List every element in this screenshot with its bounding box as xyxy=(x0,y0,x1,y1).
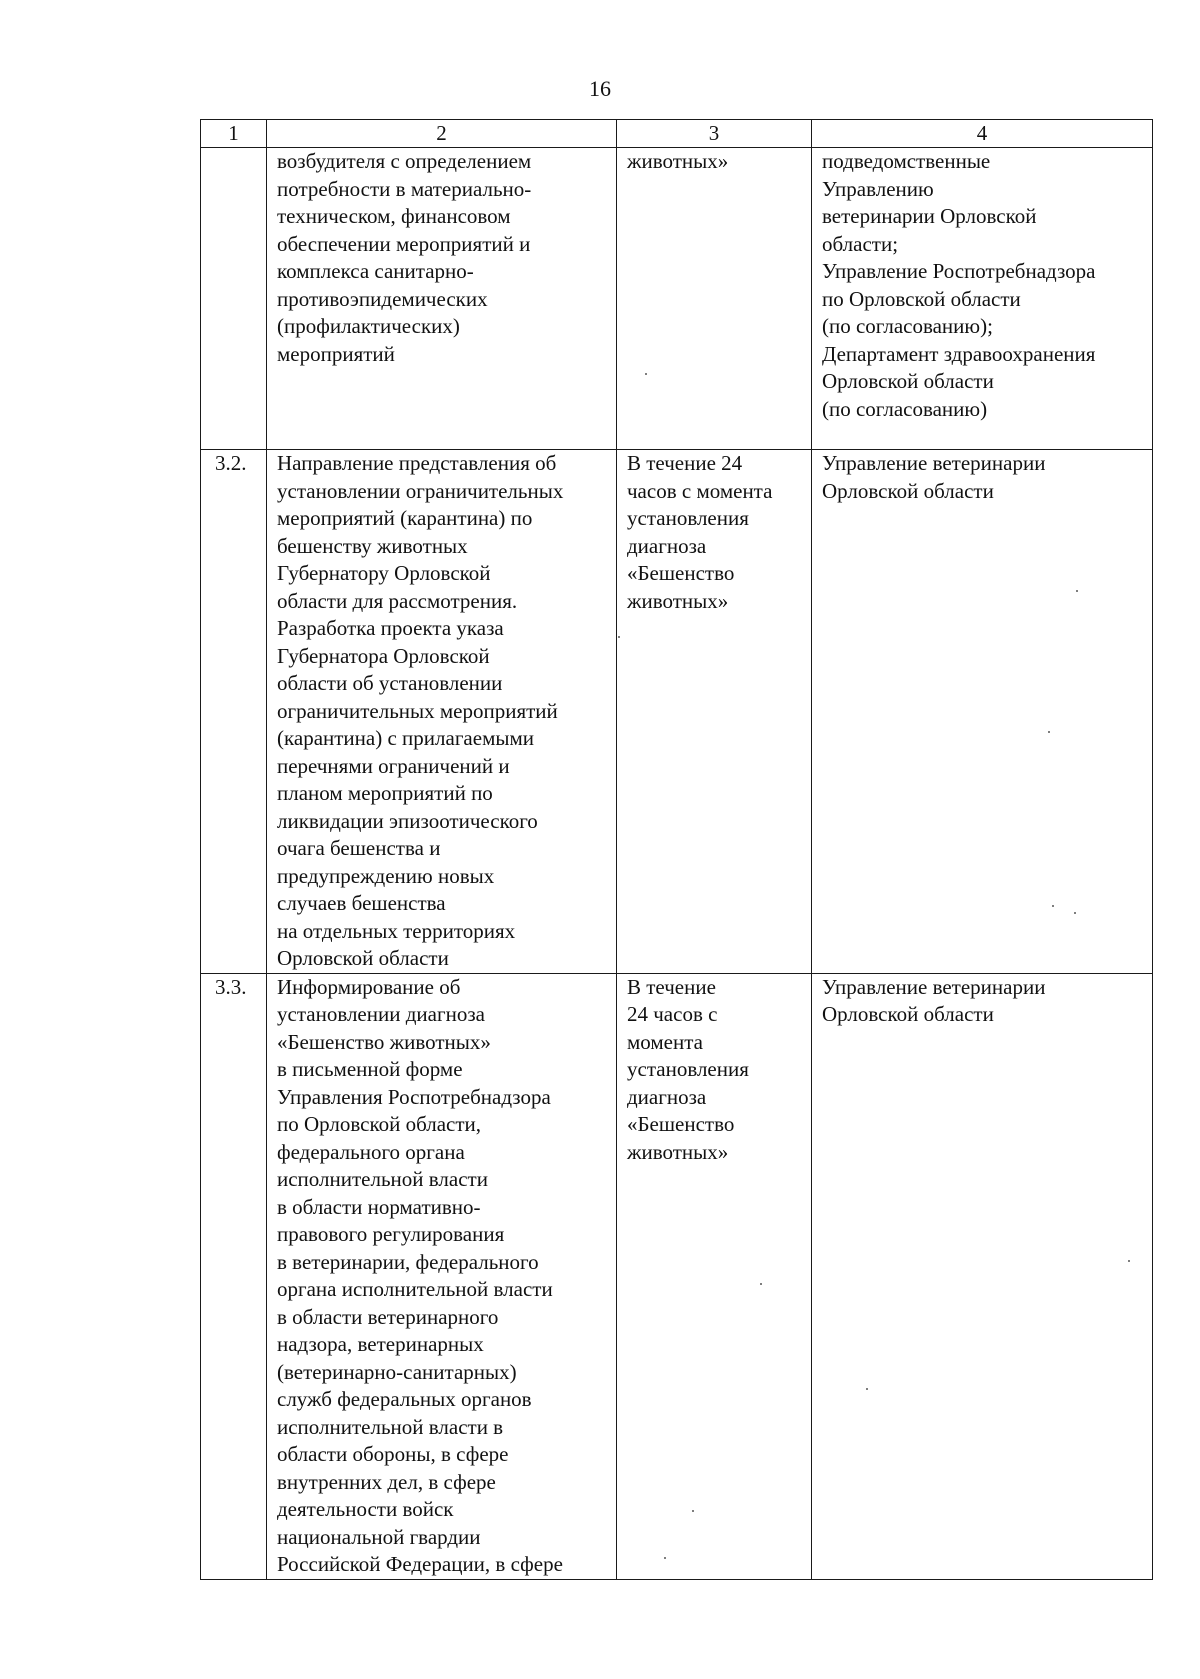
deadline-line: часов с момента xyxy=(627,478,773,503)
responsible-line: подведомственные xyxy=(822,149,991,173)
responsible-line: Управлению xyxy=(822,176,934,201)
measure-line: мероприятий (карантина) по xyxy=(277,506,533,530)
scan-speck xyxy=(1052,905,1054,907)
measure-line: в письменной форме xyxy=(277,1057,463,1081)
deadline-line: диагноза xyxy=(627,533,707,558)
measure-line: Направление представления об xyxy=(277,451,557,475)
measure-line: потребности в материально- xyxy=(277,176,532,201)
deadline-line: момента xyxy=(627,1029,703,1054)
scan-speck xyxy=(1074,912,1076,914)
measure-line: предупреждению новых xyxy=(277,863,495,888)
measure-line: области для рассмотрения. xyxy=(277,588,518,613)
scan-speck xyxy=(645,373,647,375)
deadline-line: «Бешенство xyxy=(627,561,735,585)
measure-line: очага бешенства и xyxy=(277,836,441,860)
measure-line: ликвидации эпизоотического xyxy=(277,808,538,833)
deadline-line: «Бешенство xyxy=(627,1112,735,1136)
deadline-line: животных» xyxy=(627,1139,729,1164)
row-number xyxy=(201,148,267,450)
measure-line: ограничительных мероприятий xyxy=(277,698,558,723)
column-measure-header: 2 xyxy=(267,120,617,148)
table-header-row xyxy=(201,120,1153,148)
measure-line: органа исполнительной власти xyxy=(277,1277,553,1301)
measure-line: исполнительной власти xyxy=(277,1167,488,1191)
measure-line: обеспечении мероприятий и xyxy=(277,231,531,256)
deadline-line: 24 часов с xyxy=(627,1002,718,1026)
measure-line: Информирование об xyxy=(277,974,461,999)
measure-line: деятельности войск xyxy=(277,1497,454,1521)
deadline-line: диагноза xyxy=(627,1084,707,1109)
responsible-cell xyxy=(812,973,1153,1579)
measure-line: исполнительной власти в xyxy=(277,1414,504,1439)
deadline-line: установления xyxy=(627,1057,749,1081)
row-number: 3.3. xyxy=(201,973,267,1579)
measure-cell xyxy=(267,450,617,974)
responsible-line: Управление ветеринарии xyxy=(822,974,1046,999)
scan-speck xyxy=(760,1283,762,1285)
measure-line: Губернатора Орловской xyxy=(277,643,490,668)
scan-speck xyxy=(664,1557,666,1559)
column-number-header: 1 xyxy=(201,120,267,148)
deadline-line: установления xyxy=(627,506,749,530)
scan-speck xyxy=(1128,1260,1130,1262)
scan-speck xyxy=(618,636,620,638)
measure-line: внутренних дел, в сфере xyxy=(277,1469,496,1494)
measure-line: национальной гвардии xyxy=(277,1524,481,1549)
measure-line: противоэпидемических xyxy=(277,286,488,311)
measure-line: техническом, финансовом xyxy=(277,204,511,228)
table-row xyxy=(201,148,1153,450)
measure-line: в области нормативно- xyxy=(277,1194,481,1219)
measures-table xyxy=(200,119,1153,1580)
responsible-line: (по согласованию); xyxy=(822,314,993,338)
measure-line: случаев бешенства xyxy=(277,891,446,915)
measure-line: (карантина) с прилагаемыми xyxy=(277,726,535,750)
measure-line: (ветеринарно-санитарных) xyxy=(277,1359,517,1384)
measure-line: в ветеринарии, федерального xyxy=(277,1249,539,1274)
measure-cell xyxy=(267,973,617,1579)
deadline-cell xyxy=(617,973,812,1579)
measure-line: «Бешенство животных» xyxy=(277,1029,491,1054)
deadline-line: животных» xyxy=(627,588,729,613)
measure-line: служб федеральных органов xyxy=(277,1387,532,1411)
measure-line: возбудителя с определением xyxy=(277,149,532,173)
responsible-line: по Орловской области xyxy=(822,286,1021,311)
measure-line: планом мероприятий по xyxy=(277,781,493,805)
deadline-line: животных» xyxy=(627,149,729,173)
measure-line: Губернатору Орловской xyxy=(277,561,491,585)
column-responsible-header: 4 xyxy=(812,120,1153,148)
responsible-cell xyxy=(812,450,1153,974)
responsible-line: Управление Роспотребнадзора xyxy=(822,259,1096,283)
measure-line: надзора, ветеринарных xyxy=(277,1332,484,1356)
scan-speck xyxy=(866,1388,868,1390)
measure-line: бешенству животных xyxy=(277,533,468,558)
measure-line: в области ветеринарного xyxy=(277,1304,499,1329)
measure-line: Орловской области xyxy=(277,946,449,970)
measure-line: установлении диагноза xyxy=(277,1002,485,1026)
responsible-line: области; xyxy=(822,231,899,256)
scan-speck xyxy=(1076,590,1078,592)
row-number: 3.2. xyxy=(201,450,267,974)
scan-speck xyxy=(1048,731,1050,733)
column-deadline-header: 3 xyxy=(617,120,812,148)
measure-line: Управления Роспотребнадзора xyxy=(277,1084,551,1109)
responsible-line: Департамент здравоохранения xyxy=(822,341,1096,366)
deadline-line: В течение xyxy=(627,974,716,999)
page-number: 16 xyxy=(589,76,611,101)
measure-line: федерального органа xyxy=(277,1139,465,1164)
measure-cell xyxy=(267,148,617,450)
responsible-line: Управление ветеринарии xyxy=(822,451,1046,475)
measure-line: правового регулирования xyxy=(277,1222,505,1246)
measure-line: мероприятий xyxy=(277,341,395,366)
measure-line: установлении ограничительных xyxy=(277,478,564,503)
measure-line: перечнями ограничений и xyxy=(277,753,510,778)
deadline-line: В течение 24 xyxy=(627,451,743,475)
responsible-line: ветеринарии Орловской xyxy=(822,204,1037,228)
table-row xyxy=(201,450,1153,974)
deadline-cell xyxy=(617,450,812,974)
scan-speck xyxy=(692,1510,694,1512)
measure-line: Российской Федерации, в сфере xyxy=(277,1552,563,1576)
deadline-cell xyxy=(617,148,812,450)
responsible-line: Орловской области xyxy=(822,1002,994,1026)
responsible-cell xyxy=(812,148,1153,450)
table-row xyxy=(201,973,1153,1579)
measure-line: (профилактических) xyxy=(277,314,460,338)
responsible-line: (по согласованию) xyxy=(822,396,988,421)
measure-line: области обороны, в сфере xyxy=(277,1442,509,1466)
measure-line: по Орловской области, xyxy=(277,1112,482,1136)
measure-line: области об установлении xyxy=(277,671,503,695)
responsible-line: Орловской области xyxy=(822,478,994,503)
measure-line: Разработка проекта указа xyxy=(277,616,504,640)
measure-line: на отдельных территориях xyxy=(277,918,516,943)
measure-line: комплекса санитарно- xyxy=(277,259,474,283)
responsible-line: Орловской области xyxy=(822,369,994,393)
